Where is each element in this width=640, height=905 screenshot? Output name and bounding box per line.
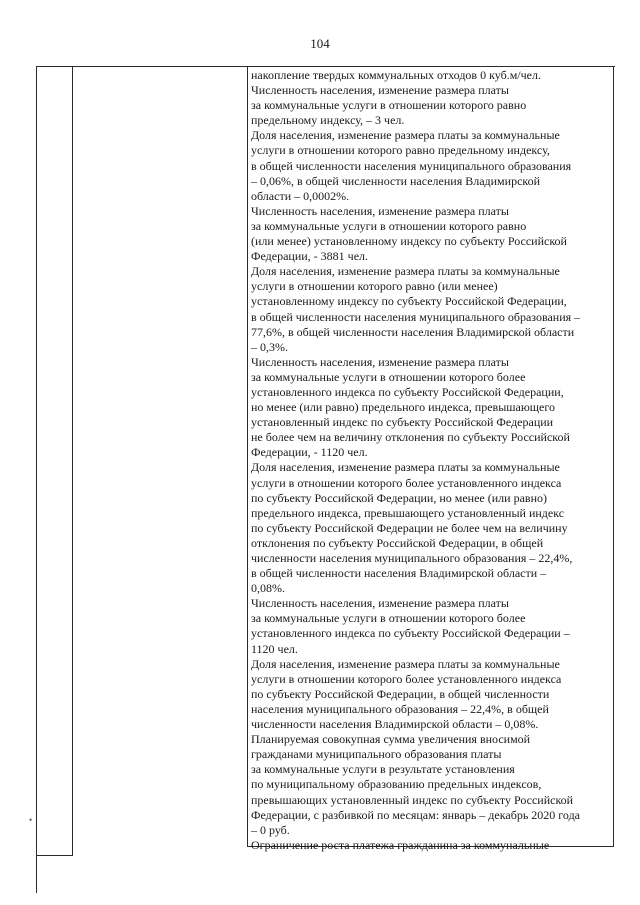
text-line: гражданами муниципального образования платы [251,747,502,762]
text-line: 0,08%. [251,581,285,596]
text-line: в общей численности населения муниципального образования [251,158,572,173]
text-line: установленного индекса по субъекту Российской Федерации – [251,626,570,641]
table-cell-text [251,68,611,853]
text-line: Планируемая совокупная сумма увеличения вносимой [251,732,531,747]
text-line: Федерации, с разбивкой по месяцам: январь – декабрь 2020 года [251,807,581,822]
text-line: установленному индексу по субъекту Российской Федерации, [251,294,567,309]
text-line: по субъекту Российской Федерации не более чем на величину [251,520,568,535]
text-line: Федерации, - 1120 чел. [251,445,368,460]
table-bottom-border [36,855,73,856]
text-line: Численность населения, изменение размера платы [251,83,509,98]
text-line: услуги в отношении которого равно (или менее) [251,279,498,294]
text-line: в общей численности населения Владимирской области – [251,566,547,581]
text-line: в общей численности населения муниципального образования – [251,309,581,324]
text-line: Численность населения, изменение размера платы [251,203,509,218]
text-line: накопление твердых коммунальных отходов 0 куб.м/чел. [251,68,541,82]
text-line: за коммунальные услуги в отношении которого более [251,611,526,626]
text-line: – 0,3%. [251,339,288,354]
text-line: превышающих установленный индекс по субъекту Российской [251,792,574,807]
text-line: за коммунальные услуги в отношении которого равно [251,98,527,113]
text-line: установленный индекс по субъекту Российской Федерации [251,415,554,430]
text-line: 1120 чел. [251,641,298,656]
text-line: отклонения по субъекту Российской Федерации, в общей [251,535,544,550]
text-line: установленного индекса по субъекту Российской Федерации, [251,384,564,399]
table-right-border [613,66,614,847]
text-line: (или менее) установленному индексу по субъекту Российской [251,234,567,249]
text-line: услуги в отношении которого более установленного индекса [251,475,562,490]
text-line: не более чем на величину отклонения по субъекту Российской [251,430,570,445]
page-number: 104 [310,36,330,51]
table-column-divider-2 [247,66,248,847]
text-line: по муниципальному образованию предельных индексов, [251,777,542,792]
text-line: за коммунальные услуги в отношении которого более [251,369,526,384]
text-line: за коммунальные услуги в отношении которого равно [251,218,527,233]
text-line: – 0,06%, в общей численности населения Владимирской [251,173,541,188]
text-line: населения муниципального образования – 22,4%, в общей [251,701,549,716]
scan-mark-icon: • [29,815,33,825]
text-line: предельному индексу, – 3 чел. [251,113,405,128]
text-line: за коммунальные услуги в результате установления [251,762,515,777]
text-line: но менее (или равно) предельного индекса, превышающего [251,400,555,415]
text-line: Численность населения, изменение размера платы [251,354,509,369]
text-line: области – 0,0002%. [251,188,350,203]
text-line: по субъекту Российской Федерации, но менее (или равно) [251,490,547,505]
text-line: Доля населения, изменение размера платы за коммунальные [251,264,560,279]
text-line: по субъекту Российской Федерации, в общей численности [251,686,550,701]
text-line: услуги в отношении которого равно предельному индексу, [251,143,550,158]
text-line: Численность населения, изменение размера платы [251,596,509,611]
text-line: Доля населения, изменение размера платы за коммунальные [251,460,560,475]
text-line: численности населения муниципального образования – 22,4%, [251,551,573,565]
text-line: услуги в отношении которого более установленного индекса [251,671,562,686]
text-line: численности населения Владимирской области – 0,08%. [251,717,539,732]
text-line: – 0 руб. [251,822,290,837]
text-line: предельного индекса, превышающего установленный индекс [251,505,565,520]
text-line: Ограничение роста платежа гражданина за коммунальные [251,837,550,852]
text-line: Доля населения, изменение размера платы за коммунальные [251,656,560,671]
text-line: 77,6%, в общей численности населения Владимирской области [251,324,575,339]
text-line: Федерации, - 3881 чел. [251,249,369,264]
text-line: Доля населения, изменение размера платы за коммунальные [251,128,560,143]
table-column-divider-1 [72,66,73,856]
